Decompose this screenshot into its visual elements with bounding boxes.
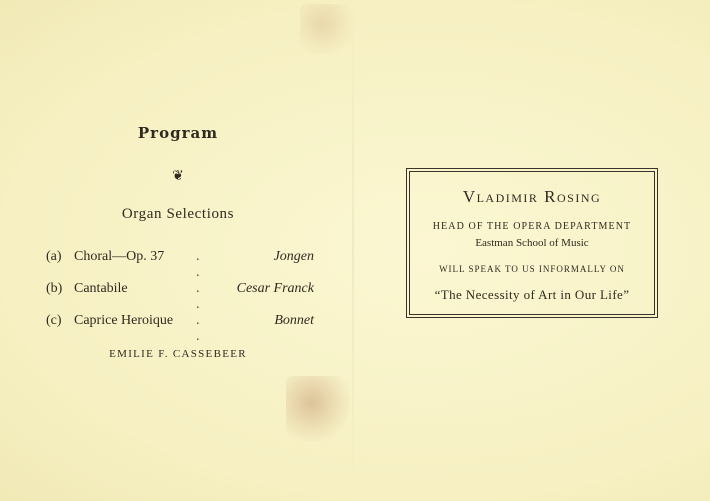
item-index: (a) bbox=[46, 249, 62, 264]
program-list bbox=[46, 249, 314, 345]
item-leader-dots: . . bbox=[196, 313, 218, 344]
talk-topic: “The Necessity of Art in Our Life” bbox=[434, 287, 630, 302]
program-item bbox=[46, 281, 314, 313]
item-piece: Cantabile bbox=[74, 281, 128, 296]
item-index: (b) bbox=[46, 281, 63, 296]
item-composer: Cesar Franck bbox=[236, 281, 314, 296]
program-item bbox=[46, 313, 314, 345]
performer-name: EMILIE F. CASSEBEER bbox=[109, 348, 247, 360]
section-title: Organ Selections bbox=[121, 206, 235, 222]
stain-bottom bbox=[286, 376, 350, 442]
school-name: Eastman School of Music bbox=[475, 237, 589, 249]
item-composer: Jongen bbox=[273, 249, 314, 264]
item-composer: Bonnet bbox=[274, 313, 314, 328]
item-leader-dots: . . bbox=[196, 281, 218, 312]
item-leader-dots: . . bbox=[196, 249, 218, 280]
item-piece: Caprice Heroique bbox=[74, 313, 174, 328]
announcement-intro: WILL SPEAK TO US INFORMALLY ON bbox=[439, 264, 625, 274]
item-piece: Choral—Op. 37 bbox=[74, 249, 165, 264]
item-index: (c) bbox=[46, 313, 62, 328]
ornament-icon: ❦ bbox=[172, 169, 184, 184]
program-title: Program bbox=[137, 124, 219, 142]
announcement-card bbox=[406, 168, 658, 318]
speaker-name: Vladimir Rosing bbox=[462, 187, 602, 206]
speaker-role: HEAD OF THE OPERA DEPARTMENT bbox=[432, 221, 632, 232]
stain-top bbox=[300, 4, 356, 54]
center-fold bbox=[352, 0, 354, 501]
program-item bbox=[46, 249, 314, 281]
